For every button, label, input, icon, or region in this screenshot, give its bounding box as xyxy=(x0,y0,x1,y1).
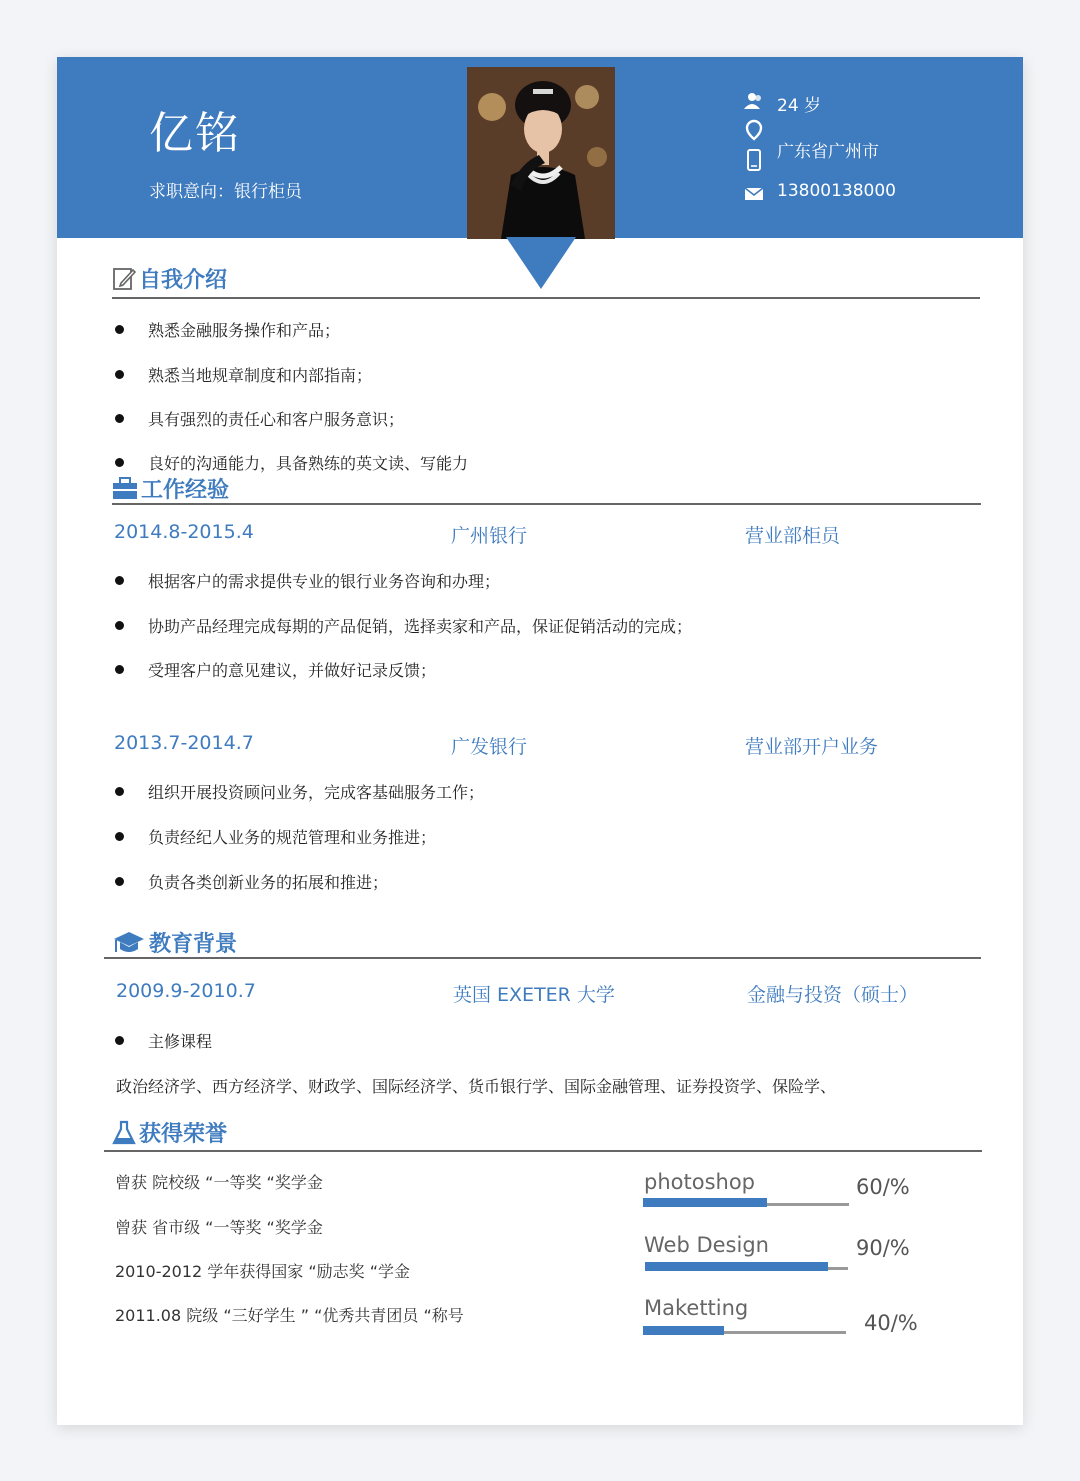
skill-percent: 40/% xyxy=(864,1311,918,1335)
work-divider xyxy=(112,503,981,505)
location-pin-icon xyxy=(743,119,765,141)
location-text: 广东省广州市 xyxy=(777,142,879,162)
honors-heading xyxy=(112,1117,227,1148)
job-period: 2013.7-2014.7 xyxy=(114,732,254,754)
job-duty: 负责各类创新业务的拓展和推进； xyxy=(115,870,388,893)
job-position: 营业部柜员 xyxy=(745,525,841,547)
portrait-illustration xyxy=(467,67,615,239)
intro-item: 熟悉金融服务操作和产品； xyxy=(115,318,340,341)
header-band xyxy=(57,57,1023,238)
job-duty: 负责经纪人业务的规范管理和业务推进； xyxy=(115,825,436,848)
photo-pointer xyxy=(506,237,576,289)
skill-percent: 90/% xyxy=(856,1236,910,1260)
education-heading xyxy=(112,927,237,958)
work-title: 工作经验 xyxy=(141,478,230,503)
briefcase-icon xyxy=(112,477,138,501)
honor-item: 曾获 院校级 “一等奖 “奖学金 xyxy=(115,1173,323,1192)
bullet-icon xyxy=(115,370,124,379)
intro-title: 自我介绍 xyxy=(139,268,228,293)
bullet-icon xyxy=(115,576,124,585)
edu-major: 金融与投资（硕士） xyxy=(747,984,919,1006)
job-company: 广发银行 xyxy=(451,736,528,758)
job-duty: 受理客户的意见建议，并做好记录反馈； xyxy=(115,658,436,681)
honor-item: 2010-2012 学年获得国家 “励志奖 “学金 xyxy=(115,1262,411,1281)
honor-item: 曾获 省市级 “一等奖 “奖学金 xyxy=(115,1218,323,1237)
job-duty: 根据客户的需求提供专业的银行业务咨询和办理； xyxy=(115,569,500,592)
bullet-icon xyxy=(115,325,124,334)
job-position: 营业部开户业务 xyxy=(745,736,879,758)
honors-divider xyxy=(104,1150,982,1152)
intro-item: 具有强烈的责任心和客户服务意识； xyxy=(115,407,404,430)
intro-divider xyxy=(112,297,980,299)
job-period: 2014.8-2015.4 xyxy=(114,521,254,543)
bullet-icon xyxy=(115,1036,124,1045)
bullet-icon xyxy=(115,414,124,423)
intro-item-clip xyxy=(57,449,1023,473)
honor-item: 2011.08 院级 “三好学生 ” “优秀共青团员 “称号 xyxy=(115,1306,464,1325)
edit-icon xyxy=(112,266,136,292)
age-text: 24 岁 xyxy=(777,96,822,116)
honors-title: 获得荣誉 xyxy=(139,1122,228,1147)
education-divider xyxy=(104,957,981,959)
bullet-icon xyxy=(115,877,124,886)
skill-name: photoshop xyxy=(644,1170,755,1194)
job-duty: 协助产品经理完成每期的产品促销，选择卖家和产品，保证促销活动的完成； xyxy=(115,614,692,637)
graduation-cap-icon xyxy=(112,930,146,956)
mail-icon xyxy=(743,183,765,205)
user-icon xyxy=(743,91,765,113)
bullet-icon xyxy=(115,458,124,467)
job-duty: 组织开展投资顾问业务，完成客基础服务工作； xyxy=(115,780,484,803)
flask-icon xyxy=(112,1120,136,1146)
bullet-icon xyxy=(115,665,124,674)
skill-name: Maketting xyxy=(644,1296,749,1320)
bullet-icon xyxy=(115,621,124,630)
intro-heading xyxy=(112,263,227,294)
skill-percent: 60/% xyxy=(856,1175,910,1199)
resume-page xyxy=(57,57,1023,1425)
candidate-name: 亿铭 xyxy=(149,108,241,159)
bullet-icon xyxy=(115,787,124,796)
phone-text: 13800138000 xyxy=(777,181,896,201)
job-intent-clip xyxy=(149,181,302,202)
profile-photo xyxy=(467,67,615,239)
work-heading xyxy=(112,473,229,504)
skill-bar xyxy=(643,1326,724,1335)
edu-period: 2009.9-2010.7 xyxy=(116,980,256,1002)
edu-school: 英国 EXETER 大学 xyxy=(453,984,615,1006)
job-company: 广州银行 xyxy=(451,525,528,547)
skill-bar xyxy=(643,1198,767,1207)
education-title: 教育背景 xyxy=(149,932,238,957)
phone-icon xyxy=(743,149,765,171)
course-list: 政治经济学、西方经济学、财政学、国际经济学、货币银行学、国际金融管理、证券投资学、保险学、 xyxy=(116,1077,837,1096)
job-intent: 求职意向：银行柜员 xyxy=(149,182,302,202)
skill-bar xyxy=(645,1262,828,1271)
intro-item: 良好的沟通能力，具备熟练的英文读、写能力 xyxy=(115,451,468,474)
bullet-icon xyxy=(115,832,124,841)
intro-item: 熟悉当地规章制度和内部指南； xyxy=(115,363,372,386)
course-label: 主修课程 xyxy=(115,1029,212,1052)
skill-name: Web Design xyxy=(644,1233,769,1257)
